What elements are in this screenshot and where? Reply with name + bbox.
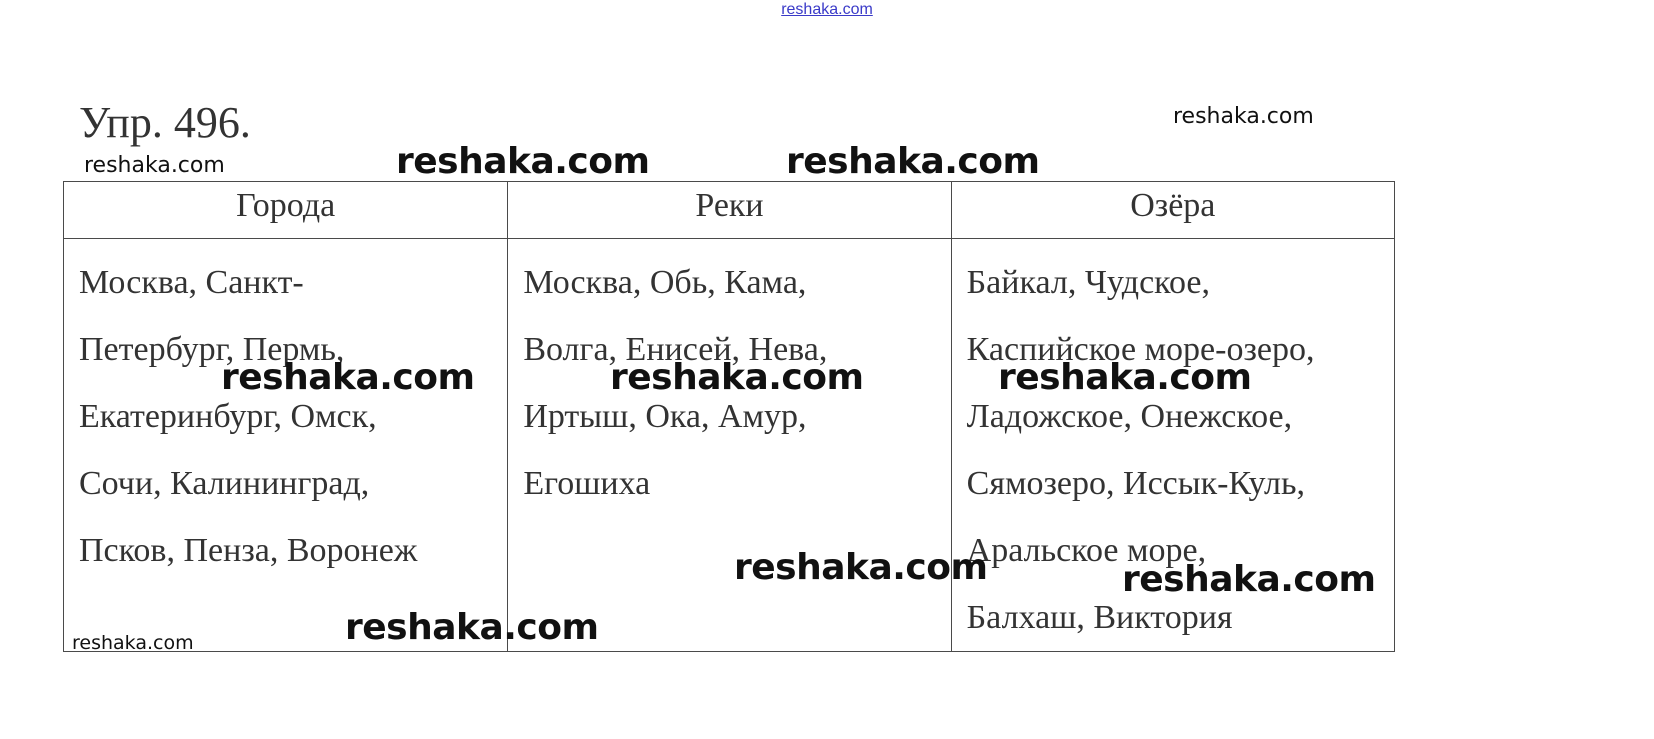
watermark: reshaka.com <box>1173 104 1314 129</box>
watermark: reshaka.com <box>610 357 864 398</box>
table-header-row <box>64 182 1394 239</box>
header-cities: Города <box>236 187 336 224</box>
header-rivers: Реки <box>507 182 950 238</box>
watermark: reshaka.com <box>998 357 1252 398</box>
site-link[interactable]: reshaka.com <box>781 1 873 18</box>
cities-cell: Москва, Санкт- Петербург, Пермь, Екатеринбург, Омск, Сочи, Калининград, Псков, Пенза, Воронеж <box>79 264 418 569</box>
lakes-cell: Байкал, Чудское, Каспийское море-озеро, Ладожское, Онежское, Сямозеро, Иссык-Куль, Аральское море, Балхаш, Виктория <box>951 239 1394 651</box>
watermark: reshaka.com <box>396 141 650 182</box>
watermark: reshaka.com <box>1122 559 1376 600</box>
exercise-title: Упр. 496. <box>79 98 251 147</box>
watermark: reshaka.com <box>221 357 475 398</box>
watermark: reshaka.com <box>786 141 1040 182</box>
watermark: reshaka.com <box>345 607 599 648</box>
watermark: reshaka.com <box>72 632 194 654</box>
watermark: reshaka.com <box>734 547 988 588</box>
header-lakes: Озёра <box>951 182 1394 238</box>
watermark: reshaka.com <box>84 153 225 178</box>
rivers-cell: Москва, Обь, Кама, Волга, Енисей, Нева, Иртыш, Ока, Амур, Егошиха <box>507 239 950 651</box>
